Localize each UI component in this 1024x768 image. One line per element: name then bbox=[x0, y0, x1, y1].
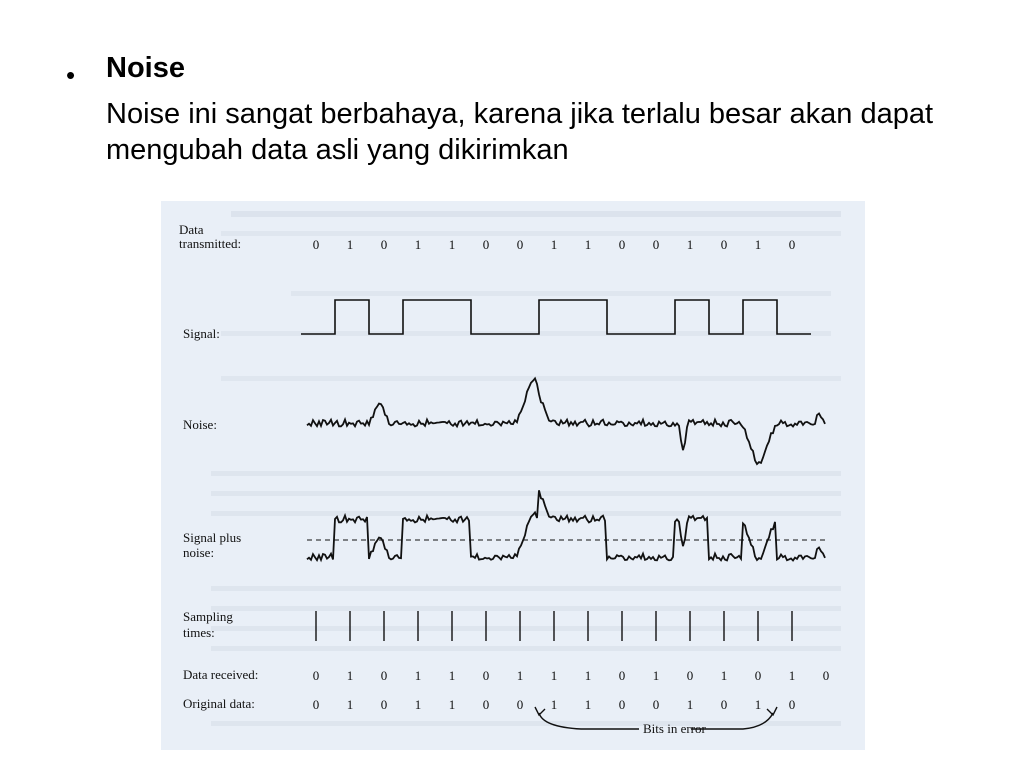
transmitted-bit-14: 0 bbox=[788, 237, 796, 252]
background-texture bbox=[211, 211, 841, 726]
label-data-received: Data received: bbox=[183, 667, 259, 682]
noise-figure-svg bbox=[161, 201, 865, 750]
received-bit-3: 1 bbox=[414, 668, 422, 683]
original-bit-9: 0 bbox=[618, 697, 626, 712]
noise-effect-figure bbox=[161, 201, 865, 750]
received-bit-9: 0 bbox=[618, 668, 626, 683]
original-bit-4: 1 bbox=[448, 697, 456, 712]
label-sampling-times-2: times: bbox=[183, 625, 215, 640]
transmitted-bit-9: 0 bbox=[618, 237, 626, 252]
data-received-row bbox=[313, 668, 830, 683]
received-bit-0: 0 bbox=[312, 668, 320, 683]
label-data-transmitted-1: Data bbox=[179, 222, 204, 237]
signal-waveform bbox=[301, 300, 811, 334]
label-original-data: Original data: bbox=[183, 696, 255, 711]
transmitted-bit-4: 1 bbox=[448, 237, 456, 252]
received-bit-10: 1 bbox=[652, 668, 660, 683]
original-bit-3: 1 bbox=[414, 697, 422, 712]
transmitted-bit-12: 0 bbox=[720, 237, 728, 252]
original-bit-2: 0 bbox=[380, 697, 388, 712]
slide-body-text: Noise ini sangat berbahaya, karena jika terlalu besar akan dapat mengubah data asli yang dikirimkan bbox=[106, 98, 934, 166]
label-signal-plus-noise-1: Signal plus bbox=[183, 530, 242, 545]
original-bit-6: 0 bbox=[516, 697, 524, 712]
transmitted-bit-1: 1 bbox=[346, 237, 354, 252]
received-bit-8: 1 bbox=[584, 668, 592, 683]
transmitted-bit-3: 1 bbox=[414, 237, 422, 252]
transmitted-bit-11: 1 bbox=[686, 237, 694, 252]
transmitted-bit-10: 0 bbox=[652, 237, 660, 252]
slide-heading: Noise bbox=[106, 52, 185, 84]
received-bit-4: 1 bbox=[448, 668, 456, 683]
data-transmitted-row bbox=[313, 237, 796, 252]
received-bit-14: 1 bbox=[788, 668, 796, 683]
original-data-row bbox=[313, 697, 796, 712]
received-bit-5: 0 bbox=[482, 668, 490, 683]
received-bit-2: 0 bbox=[380, 668, 388, 683]
received-bit-13: 0 bbox=[754, 668, 762, 683]
received-bit-15: 0 bbox=[822, 668, 830, 683]
original-bit-10: 0 bbox=[652, 697, 660, 712]
label-noise: Noise: bbox=[183, 417, 217, 432]
original-bit-7: 1 bbox=[550, 697, 558, 712]
original-bit-12: 0 bbox=[720, 697, 728, 712]
transmitted-bit-13: 1 bbox=[754, 237, 762, 252]
label-signal: Signal: bbox=[183, 326, 220, 341]
received-bit-7: 1 bbox=[550, 668, 558, 683]
received-bit-11: 0 bbox=[686, 668, 694, 683]
transmitted-bit-5: 0 bbox=[482, 237, 490, 252]
original-bit-14: 0 bbox=[788, 697, 796, 712]
label-bits-in-error: Bits in error bbox=[643, 721, 706, 736]
transmitted-bit-7: 1 bbox=[550, 237, 558, 252]
signal-plus-noise-waveform bbox=[307, 490, 825, 560]
transmitted-bit-0: 0 bbox=[312, 237, 320, 252]
original-bit-1: 1 bbox=[346, 697, 354, 712]
received-bit-6: 1 bbox=[516, 668, 524, 683]
original-bit-0: 0 bbox=[312, 697, 320, 712]
transmitted-bit-2: 0 bbox=[380, 237, 388, 252]
transmitted-bit-8: 1 bbox=[584, 237, 592, 252]
brace-arrow-right bbox=[767, 707, 777, 715]
label-signal-plus-noise-2: noise: bbox=[183, 545, 215, 560]
original-bit-13: 1 bbox=[754, 697, 762, 712]
received-bit-12: 1 bbox=[720, 668, 728, 683]
transmitted-bit-6: 0 bbox=[516, 237, 524, 252]
original-bit-5: 0 bbox=[482, 697, 490, 712]
original-bit-11: 1 bbox=[686, 697, 694, 712]
bullet-point: • bbox=[66, 60, 76, 90]
noise-waveform bbox=[307, 378, 825, 464]
label-sampling-times-1: Sampling bbox=[183, 609, 233, 624]
brace-arrow-left bbox=[535, 707, 545, 715]
label-data-transmitted-2: transmitted: bbox=[179, 236, 242, 251]
original-bit-8: 1 bbox=[584, 697, 592, 712]
received-bit-1: 1 bbox=[346, 668, 354, 683]
